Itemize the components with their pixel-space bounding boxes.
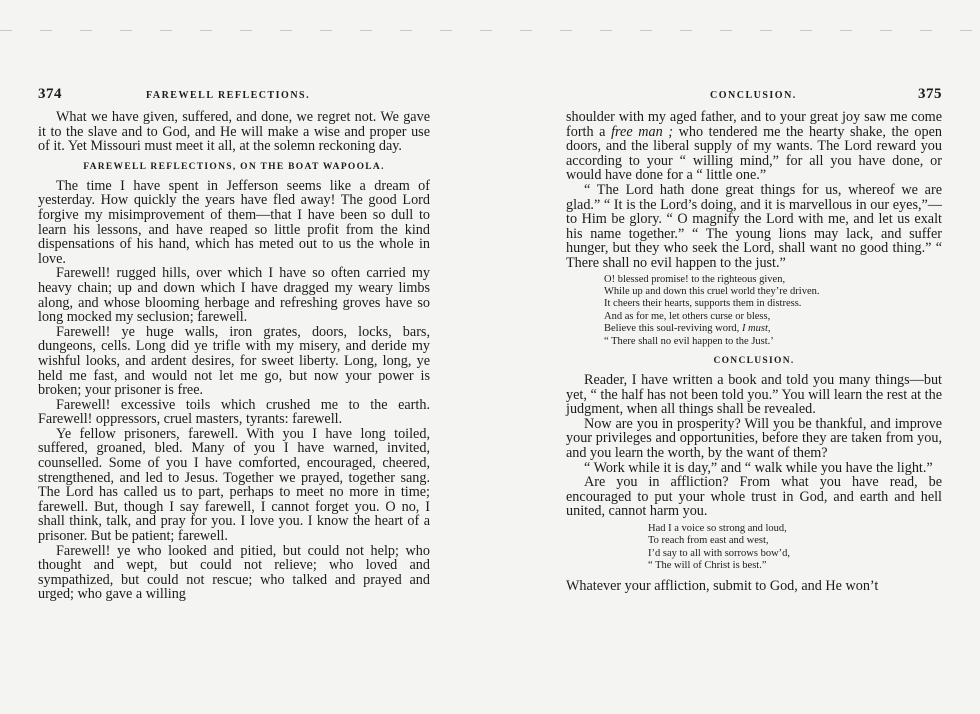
poem-line: And as for me, let others curse or bless, <box>604 310 771 322</box>
left-paragraph: Farewell! ye who looked and pitied, but could not help; who thought and wept, but could not relieve; who loved and sympathized, but could not rescue; who talked and prayed and urged; who gave a willing <box>38 542 430 603</box>
poem-line-text: Believe this soul-reviving word, <box>604 323 742 335</box>
continuation-text-start: shoulder with my aged father, and to your great joy saw me come forth a <box>566 109 942 140</box>
right-running-head <box>566 86 942 110</box>
right-page <box>566 86 942 593</box>
poem-line: O! blessed promise! to the righteous given, <box>604 273 786 285</box>
left-section-heading: FAREWELL REFLECTIONS, ON THE BOAT WAPOOLA. <box>83 161 385 172</box>
right-page-number: 375 <box>918 86 942 102</box>
left-paragraph-intro: What we have given, suffered, and done, we regret not. We gave it to the slave and to God, and He will make a wise and proper use of it. Yet Missouri must meet it all, at the solemn reckoning day. <box>38 109 430 155</box>
left-running-head <box>38 86 430 110</box>
continuation-italic: free man ; <box>611 123 673 140</box>
poem-italic: I must, <box>741 323 771 335</box>
right-paragraph: Are you in affliction? From what you have read, be encouraged to put your whole trust in God, and earth and hell united, cannot harm you. <box>566 474 942 520</box>
right-running-title: CONCLUSION. <box>710 90 797 101</box>
poem-line: “ The will of Christ is best.” <box>648 560 767 572</box>
poem-blessed-promise <box>604 274 942 348</box>
left-paragraph: Farewell! excessive toils which crushed me to the earth. Farewell! oppressors, cruel masters, tyrants: farewell. <box>38 396 430 428</box>
right-paragraph: “ Work while it is day,” and “ walk while you have the light.” <box>584 459 933 476</box>
right-paragraph: Now are you in prosperity? Will you be thankful, and improve your privileges and opportunities, before they are taken from you, and you learn the worth, by the want of them? <box>566 415 942 461</box>
right-scripture-paragraph: “ The Lord hath done great things for us, whereof we are glad.” “ It is the Lord’s doing, and it is marvellous in our eyes,”—to Him be glory. “ O magnify the Lord with me, and let us exalt his name together.” “ The young lions may lack, and suffer hunger, but they who seek the Lord, shall want no good thing.” “ There shall no evil happen to the just.” <box>566 181 942 271</box>
left-paragraph: Farewell! rugged hills, over which I have so often carried my heavy chain; up and down which I have dragged my weary limbs along, and whose blooming herbage and refreshing groves have so long mocked my seclusion; farewell. <box>38 265 430 326</box>
left-paragraph: Ye fellow prisoners, farewell. With you I have long toiled, suffered, groaned, bled. Many of you I have warned, invited, counselled. Some of you I have comforted, encouraged, cheered, strengthened, and led to Jesus. Together we prayed, together sang. The Lord has called us to part, perhaps to meet no more in time; farewell. But, though I say farewell, I cannot forget you. O no, I shall think, talk, and pray for you. I love you. I know the heart of a prisoner. But be patient; farewell. <box>38 425 430 545</box>
right-continuation-paragraph <box>566 110 942 183</box>
poem-line: It cheers their hearts, supports them in distress. <box>604 298 802 310</box>
scan-artifact-line <box>0 30 980 31</box>
right-final-line: Whatever your affliction, submit to God, and He won’t <box>566 577 879 594</box>
poem-voice-so-strong <box>648 523 942 573</box>
left-page-number: 374 <box>38 86 62 102</box>
poem-line: “ There shall no evil happen to the Just.’ <box>604 335 774 347</box>
poem-line-with-italic <box>604 323 942 335</box>
poem-line: Had I a voice so strong and loud, <box>648 522 787 534</box>
right-section-heading: CONCLUSION. <box>713 355 795 366</box>
poem-line: I’d say to all with sorrows bow’d, <box>648 547 791 559</box>
left-paragraph: Farewell! ye huge walls, iron grates, doors, locks, bars, dungeons, cells. Long did ye trifle with my misery, and deride my wishful looks, and ardent desires, for sweet liberty. Long, long, ye held me fast, and would not let me go, but now your power is broken; your prisoner is free. <box>38 323 430 399</box>
left-running-title: FAREWELL REFLECTIONS. <box>146 90 311 101</box>
poem-line: While up and down this cruel world they’re driven. <box>604 285 820 297</box>
left-paragraph: The time I have spent in Jefferson seems like a dream of yesterday. How quickly the years have fled away! The good Lord forgive my misimprovement of them—that I have been so dull to learn his lessons, and have reaped so little profit from the kind dispensations of his hand, which has meted out to us the whole in love. <box>38 177 430 267</box>
poem-line: To reach from east and west, <box>648 535 769 547</box>
right-paragraph: Reader, I have written a book and told you many things—but yet, “ the half has not been told you.” You will learn the rest at the judgment, when all things shall be revealed. <box>566 371 942 418</box>
left-page <box>38 86 430 602</box>
continuation-text-end: who tendered me the hearty shake, the open doors, and the liberal supply of my wants. The Lord reward you according to your “ willing mind,” for all you have done, or would have done for a “ little one.” <box>566 123 942 184</box>
